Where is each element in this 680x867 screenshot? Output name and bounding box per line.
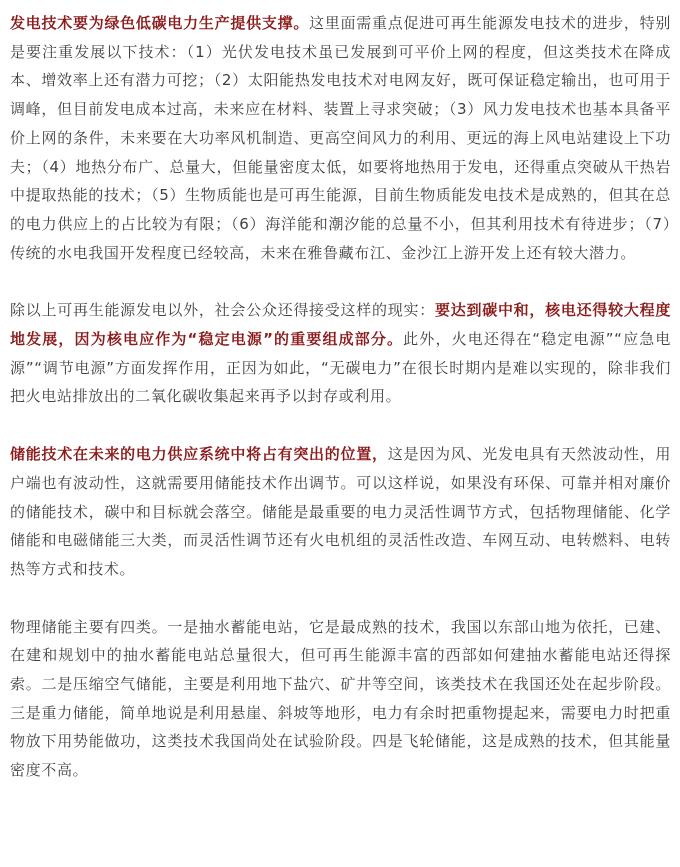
paragraph-power-generation xyxy=(10,9,671,267)
lead-nuclear: 除以上可再生能源发电以外，社会公众还得接受这样的现实： xyxy=(10,301,435,320)
paragraph-physical-storage xyxy=(10,613,671,785)
emphasis-nuclear: 要达到碳中和，核电还得较大程度地发展，因为核电应作为“稳定电源”的重要组成部分。 xyxy=(10,301,671,349)
emphasis-energy-storage: 储能技术在未来的电力供应系统中将占有突出的位置， xyxy=(10,445,388,464)
emphasis-power-generation: 发电技术要为绿色低碳电力生产提供支撑。 xyxy=(10,14,310,32)
text-power-generation: 这里面需重点促进可再生能源发电技术的进步，特别是要注重发展以下技术：（1）光伏发电技术虽已发展到可平价上网的程度，但这类技术在降成本、增效率上还有潜力可挖；（2）太阳能热发电技术对电网友好，既可保证稳定输出，也可用于调峰，但目前发电成本过高，未来应在材料、装置上寻求突破；（3）风力发电技术也基本具备平价上网的条件，未来要在大功率风机制造、更高空间风力的利用、更远的海上风电站建设上下功夫；（4）地热分布广、总量大，但能量密度太低，如要将地热用于发电，还得重点突破从干热岩中提取热能的技术；（5）生物质能也是可再生能源，目前生物质能发电技术是成熟的，但其在总的电力供应上的占比较为有限；（6）海洋能和潮汐能的总量不小，但其利用技术有待进步；（7）传统的水电我国开发程度已经较高，未来在雅鲁藏布江、金沙江上游开发上还有较大潜力。 xyxy=(10,14,671,262)
paragraph-nuclear xyxy=(10,296,671,411)
paragraph-energy-storage xyxy=(10,440,671,584)
text-energy-storage: 这是因为风、光发电具有天然波动性，用户端也有波动性，这就需要用储能技术作出调节。可以这样说，如果没有环保、可靠并相对廉价的储能技术，碳中和目标就会落空。储能是最重要的电力灵活性调节方式，包括物理储能、化学储能和电磁储能三大类，而灵活性调节还有火电机组的灵活性改造、车网互动、电转燃料、电转热等方式和技术。 xyxy=(10,445,671,578)
text-physical-storage: 物理储能主要有四类。一是抽水蓄能电站，它是最成熟的技术，我国以东部山地为依托，已建、在建和规划中的抽水蓄能电站总量很大，但可再生能源丰富的西部如何建抽水蓄能电站还得探索。二是压缩空气储能，主要是利用地下盐穴、矿井等空间，该类技术在我国还处在起步阶段。三是重力储能，简单地说是利用悬崖、斜坡等地形，电力有余时把重物提起来，需要电力时把重物放下用势能做功，这类技术我国尚处在试验阶段。四是飞轮储能，这是成熟的技术，但其能量密度不高。 xyxy=(10,617,671,780)
text-nuclear: 此外，火电还得在“稳定电源”“应急电源”“调节电源”方面发挥作用，正因为如此，“无碳电力”在很长时期内是难以实现的，除非我们把火电站排放出的二氧化碳收集起来再予以封存或利用。 xyxy=(10,330,671,406)
